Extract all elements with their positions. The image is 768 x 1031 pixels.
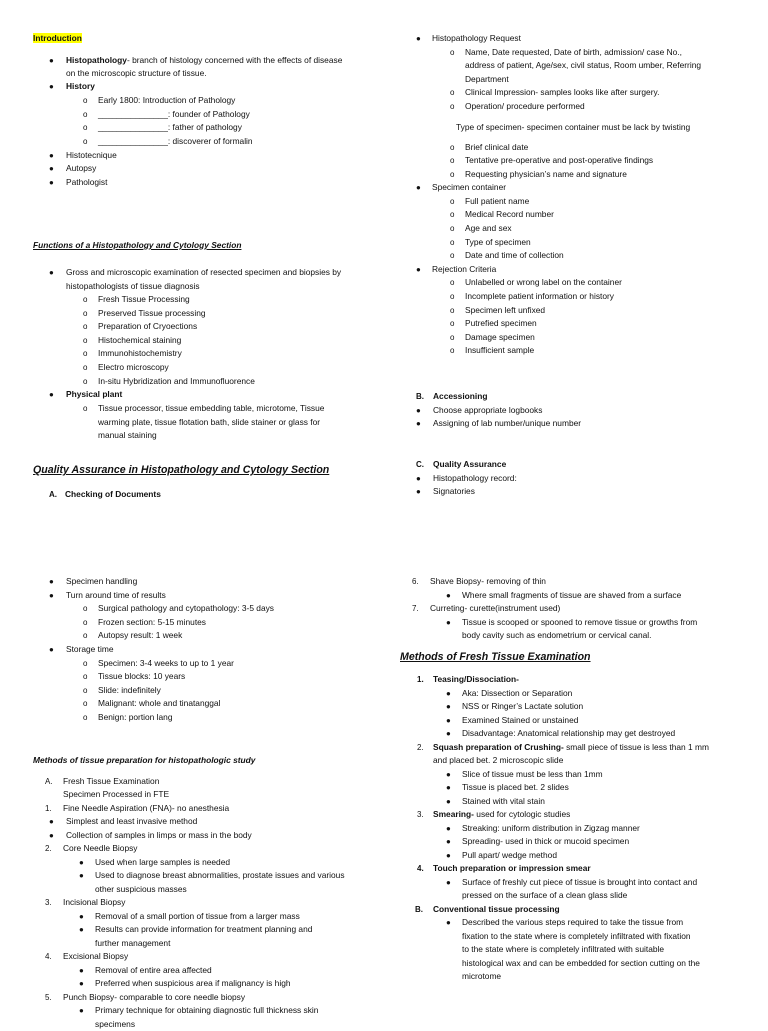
sub-item: o Type of specimen bbox=[450, 236, 531, 247]
sub-item: o Fresh Tissue Processing bbox=[83, 294, 190, 304]
sub-item: o Benign: portion lang bbox=[83, 711, 173, 722]
sub-item: o Brief clinical date bbox=[450, 141, 529, 152]
list-item: ● Histopathology Request bbox=[416, 33, 521, 43]
sub-item: o Malignant: whole and tinatanggal bbox=[83, 698, 221, 708]
sub-item: o Unlabelled or wrong label on the container bbox=[450, 277, 622, 288]
sub-item: o Preserved Tissue processing bbox=[83, 307, 206, 318]
qa-section bbox=[33, 464, 378, 499]
list-item: ● Autopsy bbox=[49, 163, 97, 173]
list-item: ● Aka: Dissection or Separation bbox=[446, 687, 573, 698]
fresh-tissue-heading: Methods of Fresh Tissue Examination bbox=[400, 651, 591, 663]
list-item: ● Simplest and least invasive method bbox=[49, 816, 198, 826]
list-item: ● Described the various steps required to take the tissue from bbox=[446, 917, 684, 927]
list-item: ● Storage time bbox=[49, 644, 114, 654]
sub-item: o In-situ Hybridization and Immunofluorence bbox=[83, 375, 255, 386]
sub-item: o Date and time of collection bbox=[450, 250, 564, 261]
sub-item: o Incomplete patient information or history bbox=[450, 291, 614, 302]
list-item: ● Where small fragments of tissue are shaved from a surface bbox=[446, 589, 682, 600]
sub-item: o Requesting physician’s name and signature bbox=[450, 168, 627, 179]
list-item: ● Tissue is scooped or spooned to remove tissue or growths from bbox=[446, 616, 698, 627]
sub-item: o Specimen: 3-4 weeks to up to 1 year bbox=[83, 657, 234, 668]
sub-item: o Clinical Impression- samples looks like after surgery. bbox=[450, 87, 660, 97]
sub-item: o Slide: indefinitely bbox=[83, 684, 161, 695]
sub-item: o Histochemical staining bbox=[83, 334, 182, 345]
list-item: ● Surface of freshly cut piece of tissue is brought into contact and bbox=[446, 876, 698, 887]
intro-section: Introduction ● Histopathology- branch of histology concerned with the effects of disease on the microscopic structure of tissue. ● History o Early 1800: Introduction of Pathology o _______________: founder of Pathology o _______________: father of pathology o _______________: discoverer of formalin ● Histotecnique ● Autopsy ● Pathologist bbox=[33, 32, 373, 181]
list-item: ● NSS or Ringer’s Lactate solution bbox=[446, 701, 584, 711]
request-section: ● Histopathology Request o Name, Date requested, Date of birth, admission/ case No., address of patient, Age/sex, civil status, Room umber, Referring Department o Clinical Impression- samples looks like after surgery. o Operation/ procedure performed Type of specimen- specimen container must be lack by twisting o Brief clinical date o Tentative pre-operative and post-operative findings o Requesting physician’s name and signature ● Specimen container o Full patient name o Medical Record number o Age and sex o Type of specimen o Date and time of collection ● Rejection Criteria o Unlabelled or wrong label on the container o Incomplete patient information or history o Specimen left unfixed o Putrefied specimen o Damage specimen o Insufficient sample bbox=[416, 32, 756, 344]
list-item: ● Slice of tissue must be less than 1mm bbox=[446, 768, 603, 779]
intro-heading: Introduction bbox=[33, 33, 82, 43]
biopsy-cont-section: 6. Shave Biopsy- removing of thin ● Where small fragments of tissue are shaved from a surface 7. Curreting- curette(instrument used) ● Tissue is scooped or spooned to remove tissue or growths from body cavity such as endometrium or cervical canal. bbox=[400, 575, 758, 643]
handling-section bbox=[33, 575, 378, 724]
sub-item: o Electro microscopy bbox=[83, 361, 169, 372]
list-item: ● Choose appropriate logbooks bbox=[416, 404, 543, 415]
accessioning-section: B. Accessioning ● Choose appropriate logbooks ● Assigning of lab number/unique number bbox=[416, 390, 756, 431]
list-item: ● Histopathology record: bbox=[416, 472, 517, 483]
qa-c-section: C. Quality Assurance ● Histopathology record: ● Signatories bbox=[416, 458, 756, 499]
history-subitem: o _______________: discoverer of formalin bbox=[83, 135, 253, 146]
sub-item: o Damage specimen bbox=[450, 331, 535, 342]
history-subitem: o Early 1800: Introduction of Pathology bbox=[83, 95, 236, 105]
list-item: ● Turn around time of results bbox=[49, 589, 166, 600]
sub-item: o Full patient name bbox=[450, 195, 530, 206]
list-item: ● Specimen handling bbox=[49, 576, 138, 586]
functions-heading: Functions of a Histopathology and Cytology Section bbox=[33, 240, 242, 250]
list-item: ● Histotecnique bbox=[49, 149, 117, 160]
sub-item: o Surgical pathology and cytopathology: 3-5 days bbox=[83, 603, 274, 613]
sub-item: o Medical Record number bbox=[450, 209, 554, 220]
sub-item: o Tentative pre-operative and post-operative findings bbox=[450, 155, 654, 166]
list-item: ● Streaking: uniform distribution in Zigzag manner bbox=[446, 822, 640, 833]
history-item: ● History bbox=[49, 81, 95, 91]
sub-item: o Preparation of Cryoections bbox=[83, 321, 198, 332]
sub-item: o Immunohistochemistry bbox=[83, 348, 182, 359]
list-item: ● Assigning of lab number/unique number bbox=[416, 418, 582, 428]
list-item: ● Pathologist bbox=[49, 176, 108, 187]
sub-item: o Tissue processor, tissue embedding table, microtome, Tissue bbox=[83, 403, 325, 414]
history-subitem: o _______________: founder of Pathology bbox=[83, 108, 250, 119]
sub-item: o Age and sex bbox=[450, 223, 512, 234]
list-item: ● Stained with vital stain bbox=[446, 795, 545, 806]
sub-item: o Specimen left unfixed bbox=[450, 304, 546, 315]
sub-item: o Name, Date requested, Date of birth, admission/ case No., bbox=[450, 46, 682, 57]
sub-item: o Autopsy result: 1 week bbox=[83, 630, 183, 640]
list-item: ● Results can provide information for treatment planning and bbox=[79, 924, 313, 934]
list-item: ● Primary technique for obtaining diagnostic full thickness skin bbox=[79, 1005, 319, 1015]
sub-item: o Insufficient sample bbox=[450, 345, 535, 356]
physical-plant-item: ● Physical plant bbox=[49, 389, 123, 400]
methods-prep-heading: Methods of tissue preparation for histopathologic study bbox=[33, 755, 256, 765]
list-item: ● Specimen container bbox=[416, 182, 507, 193]
list-item: ● Signatories bbox=[416, 486, 475, 496]
sub-item: o Operation/ procedure performed bbox=[450, 100, 585, 111]
history-subitem: o _______________: father of pathology bbox=[83, 122, 242, 132]
checking-item: A. Checking of Documents bbox=[49, 489, 161, 499]
fresh-tissue-section: Methods of Fresh Tissue Examination 1. Teasing/Dissociation- ● Aka: Dissection or Separation ● NSS or Ringer’s Lactate solution ● Examined Stained or unstained ● Disadvantage: Anatomical relationship may get destroyed 2. Squash preparation of Crushing- small piece of tissue is less than 1 mm and placed bet. 2 microscopic slide ● Slice of tissue must be less than 1mm ● Tissue is placed bet. 2 slides ● Stained with vital stain 3. Smearing- used for cytologic studies ● Streaking: uniform distribution in Zigzag manner ● Spreading- used in thick or mucoid specimen ● Pull apart/ wedge method 4. Touch preparation or impression smear ● Surface of freshly cut piece of tissue is brought into contact and pressed on the surface of a clean glass slide B. Conventional tissue processing ● Described the various steps required to take the tissue from fixation to the state where is completely infiltrated with fixation to the state where is completely infiltrated with suitable histological wax and can be embedded for section cutting on the microtome bbox=[400, 651, 758, 978]
functions-section: Functions of a Histopathology and Cytology Section ● Gross and microscopic examination of resected specimen and biopsies by histopathologists of tissue diagnosis o Fresh Tissue Processing o Preserved Tissue processing o Preparation of Cryoections o Histochemical staining o Immunohistochemistry o Electro microscopy o In-situ Hybridization and Immunofluorence ● Physical plant o Tissue processor, tissue embedding table, microtome, Tissue warming plate, tissue flotation bath, slide stainer or glass for manual staining bbox=[33, 239, 378, 429]
list-item: ● Collection of samples in limps or mass in the body bbox=[49, 829, 252, 840]
list-item: ● Disadvantage: Anatomical relationship may get destroyed bbox=[446, 728, 676, 738]
list-item: ● Used to diagnose breast abnormalities, prostate issues and various bbox=[79, 870, 345, 880]
qa-heading: Quality Assurance in Histopathology and Cytology Section bbox=[33, 464, 330, 476]
sub-item: o Frozen section: 5-15 minutes bbox=[83, 616, 206, 627]
list-item: ● Gross and microscopic examination of resected specimen and biopsies by bbox=[49, 267, 342, 277]
list-item: ● Preferred when suspicious area if malignancy is high bbox=[79, 978, 291, 988]
list-item: ● Rejection Criteria bbox=[416, 263, 497, 274]
list-item: ● Removal of entire area affected bbox=[79, 964, 212, 975]
list-item: ● Examined Stained or unstained bbox=[446, 714, 579, 725]
methods-prep-section: Methods of tissue preparation for histopathologic study A. Fresh Tissue Examination Specimen Processed in FTE 1. Fine Needle Aspiration (FNA)- no anesthesia ● Simplest and least invasive method ● Collection of samples in limps or mass in the body 2. Core Needle Biopsy ● Used when large samples is needed ● Used to diagnose breast abnormalities, prostate issues and various other suspicious masses 3. Incisional Biopsy ● Removal of a small portion of tissue from a larger mass ● Results can provide information for treatment planning and further management 4. Excisional Biopsy ● Removal of entire area affected ● Preferred when suspicious area if malignancy is high 5. Punch Biopsy- comparable to core needle biopsy ● Primary technique for obtaining diagnostic full thickness skin specimens bbox=[33, 754, 378, 1024]
list-item: ● Used when large samples is needed bbox=[79, 856, 231, 867]
sub-item: o Tissue blocks: 10 years bbox=[83, 671, 186, 681]
list-item: ● Removal of a small portion of tissue from a larger mass bbox=[79, 910, 300, 921]
histopathology-item: ● Histopathology- branch of histology concerned with the effects of disease bbox=[49, 55, 343, 65]
sub-item: o Putrefied specimen bbox=[450, 318, 537, 329]
list-item: ● Tissue is placed bet. 2 slides bbox=[446, 782, 569, 792]
list-item: ● Pull apart/ wedge method bbox=[446, 849, 557, 860]
list-item: ● Spreading- used in thick or mucoid specimen bbox=[446, 836, 630, 846]
